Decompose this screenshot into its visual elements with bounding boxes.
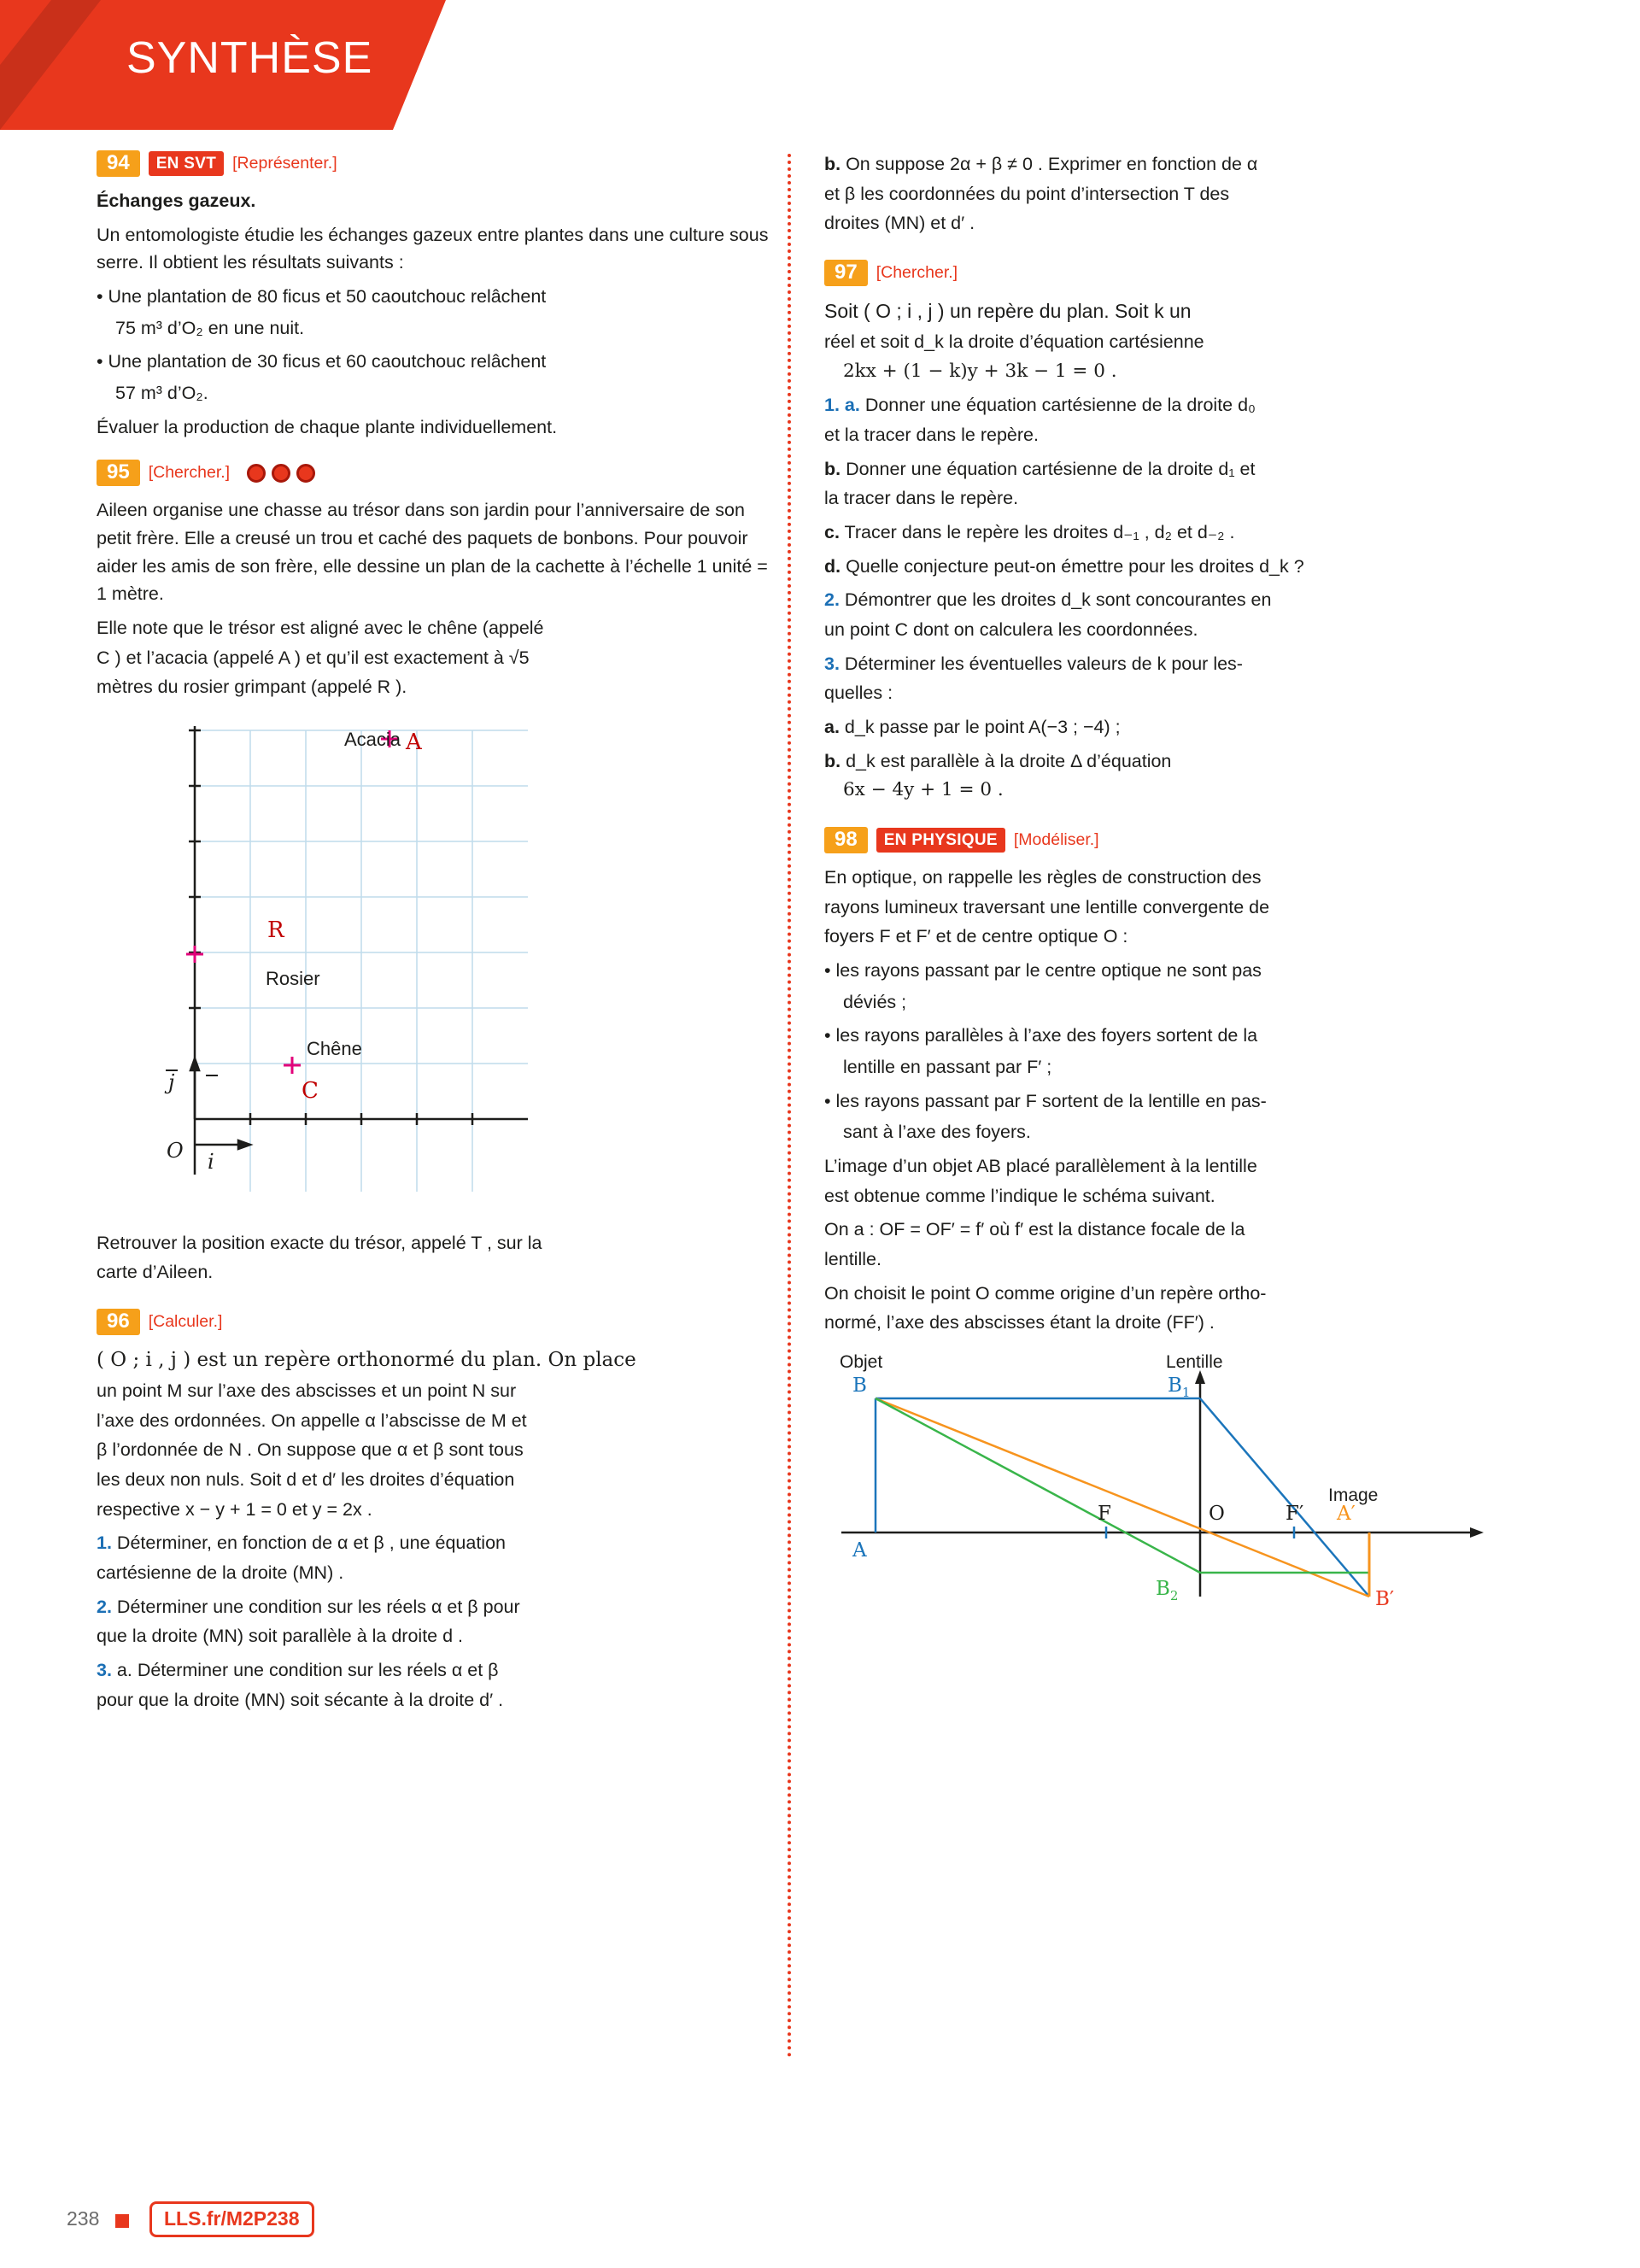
exercise-skill: [Chercher.] [148, 463, 231, 483]
exercise-94-title: Échanges gazeux. [97, 190, 256, 211]
q-letter: c. [824, 522, 840, 542]
exercise-94-bullet-2b: 57 m³ d’O₂. [115, 383, 208, 404]
q-letter: d. [824, 555, 841, 577]
exercise-95-question-b: carte d’Aileen. [97, 1262, 214, 1283]
q-number: 2. [97, 1596, 112, 1617]
q-number: 1. a. [824, 395, 860, 416]
exercise-97-header [824, 260, 1508, 286]
exercise-number: 95 [97, 460, 140, 486]
image-label: Image [1328, 1486, 1379, 1506]
point-b1-label: $B_1$ [1168, 1374, 1191, 1401]
chene-label: Chêne [307, 1038, 362, 1060]
exercise-95-question-a: Retrouver la position exacte du trésor, appelé T , sur la [97, 1232, 542, 1253]
exercise-98-text-2a: L’image d’un objet AB placé parallèlement à la lentille [824, 1156, 1257, 1177]
exercise-96-q3d: et β les coordonnées du point d’intersection T des [824, 183, 1230, 204]
resource-link[interactable]: LLS.fr/M2P238 [149, 2201, 314, 2237]
q-letter: a. [824, 717, 840, 738]
q-text: Démontrer que les droites d_k sont concourantes en [839, 589, 1272, 611]
exercise-98-text-1b: rayons lumineux traversant une lentille convergente de [824, 896, 1270, 917]
exercise-95-text-2c: mètres du rosier grimpant (appelé R ). [97, 677, 407, 698]
vector-j-label: j [168, 1070, 175, 1095]
exercise-97-q3a [824, 650, 1508, 678]
exercise-96-text-1a: ( O ; i , j ) est un repère orthonormé du plan. On place [97, 1349, 636, 1372]
difficulty-dot-icon [272, 464, 290, 483]
q-text: Donner une équation cartésienne de la droite d₁ et [840, 458, 1256, 479]
exercise-95-text-2b: C ) et l’acacia (appelé A ) et qu’il est exactement à √5 [97, 647, 530, 668]
page-number: 238 [67, 2207, 100, 2230]
exercise-94-bullet-2a: • Une plantation de 30 ficus et 60 caoutchouc relâchent [97, 351, 547, 372]
point-a-label: A [406, 730, 422, 756]
exercise-98-text-3b: lentille. [824, 1249, 882, 1270]
exercise-96-q3b: pour que la droite (MN) soit sécante à la droite d′ . [97, 1689, 504, 1710]
exercise-97-q3d [824, 747, 1508, 776]
exercise-96-q3e: droites (MN) et d′ . [824, 213, 975, 234]
exercise-94-question: Évaluer la production de chaque plante individuellement. [97, 416, 558, 437]
exercise-96-text-1b: un point M sur l’axe des abscisses et un point N sur [97, 1380, 517, 1402]
exercise-96-q1b: cartésienne de la droite (MN) . [97, 1562, 344, 1584]
q-text: Quelle conjecture peut-on émettre pour les droites d_k ? [840, 555, 1304, 577]
difficulty-dot-icon [296, 464, 315, 483]
point-o-label: O [1209, 1503, 1225, 1526]
exercise-number: 94 [97, 150, 140, 177]
exercise-98-bullet-3b: sant à l’axe des foyers. [843, 1122, 1031, 1143]
exercise-number: 97 [824, 260, 868, 286]
exercise-97-equation: 2kx + (1 − k)y + 3k − 1 = 0 . [843, 360, 1117, 382]
exercise-98-bullet-3a: • les rayons passant par F sortent de la lentille en pas- [824, 1090, 1267, 1111]
exercise-95-figure [97, 713, 771, 1217]
exercise-97-text-1b: réel et soit d_k la droite d’équation cartésienne [824, 331, 1204, 352]
exercise-96-text-1c: l’axe des ordonnées. On appelle α l’abscisse de M et [97, 1409, 527, 1431]
q-text: Déterminer les éventuelles valeurs de k pour les- [839, 653, 1243, 674]
exercise-skill: [Calculer.] [148, 1311, 223, 1331]
header-corner-accent [0, 0, 51, 65]
q-number: 3. [97, 1660, 112, 1681]
exercise-97-q1e [824, 519, 1508, 547]
point-b-label: B [852, 1374, 867, 1398]
exercise-skill: [Modéliser.] [1013, 829, 1099, 849]
exercise-94-bullet-1a: • Une plantation de 80 ficus et 50 caoutchouc relâchent [97, 286, 547, 308]
exercise-98-text-3a: On a : OF = OF′ = f′ où f′ est la distance focale de la [824, 1219, 1245, 1240]
q-text: Tracer dans le repère les droites d₋₁ , d₂ et d₋₂ . [839, 522, 1235, 542]
exercise-94-intro: Un entomologiste étudie les échanges gazeux entre plantes dans une culture sous serre. Il obtient les résultats suivants : [97, 224, 769, 273]
point-fprime-label: F′ [1286, 1503, 1304, 1526]
q-text: d_k passe par le point A(−3 ; −4) ; [839, 717, 1121, 738]
exercise-98-text-4a: On choisit le point O comme origine d’un repère ortho- [824, 1282, 1267, 1304]
exercise-98-bullet-1a: • les rayons passant par le centre optique ne sont pas [824, 960, 1262, 982]
exercise-97-q1c [824, 455, 1508, 483]
rosier-label: Rosier [266, 968, 320, 990]
exercise-97-text-1a: Soit ( O ; i , j ) un repère du plan. Soit k un [824, 300, 1192, 323]
point-c-label: C [302, 1078, 319, 1105]
exercise-98-text-1c: foyers F et F′ et de centre optique O : [824, 926, 1128, 947]
exercise-96-q3b-cont [824, 150, 1508, 179]
exercise-95-text-2a: Elle note que le trésor est aligné avec le chêne (appelé [97, 618, 544, 639]
exercise-tag: EN SVT [149, 151, 224, 176]
difficulty-dots [247, 464, 315, 483]
exercise-96-header [97, 1309, 771, 1335]
q-letter: b. [824, 154, 841, 174]
exercise-97-q1a [824, 391, 1508, 419]
column-divider [788, 154, 791, 2059]
exercise-97-q3b: quelles : [824, 683, 893, 704]
exercise-94-header [97, 150, 771, 177]
objet-label: Objet [840, 1352, 883, 1373]
exercise-97-q1b: et la tracer dans le repère. [824, 424, 1039, 445]
q-text: a. Déterminer une condition sur les réels α et β [111, 1660, 499, 1681]
q-text: On suppose 2α + β ≠ 0 . Exprimer en fonction de α [840, 154, 1258, 174]
q-letter: b. [824, 750, 841, 771]
vector-i-label: i [208, 1150, 214, 1175]
point-r-label: R [267, 917, 284, 944]
exercise-97-q3c [824, 713, 1508, 741]
exercise-97-q2a [824, 586, 1508, 614]
exercise-96-q1 [97, 1529, 771, 1557]
exercise-98-bullet-1b: déviés ; [843, 991, 907, 1012]
page-title: SYNTHÈSE [126, 33, 373, 83]
point-aprime-label: A′ [1337, 1503, 1356, 1526]
q-number: 2. [824, 589, 840, 611]
exercise-94-bullet-1b: 75 m³ d’O₂ en une nuit. [115, 317, 305, 338]
right-column [824, 150, 1508, 1651]
q-text: Déterminer une condition sur les réels α et β pour [111, 1596, 520, 1617]
exercise-96-q2 [97, 1593, 771, 1621]
page-footer [0, 2186, 1640, 2268]
exercise-skill: [Représenter.] [232, 153, 337, 173]
exercise-96-q3 [97, 1656, 771, 1685]
exercise-98-text-1a: En optique, on rappelle les règles de construction des [824, 867, 1262, 888]
point-b2-label: $B_2$ [1156, 1578, 1179, 1604]
q-letter: b. [824, 458, 841, 479]
point-bprime-label: B′ [1375, 1588, 1395, 1611]
exercise-97-q3e: 6x − 4y + 1 = 0 . [843, 779, 1004, 801]
exercise-skill: [Chercher.] [876, 262, 958, 282]
exercise-95-header [97, 460, 771, 486]
exercise-98-text-2b: est obtenue comme l’indique le schéma suivant. [824, 1185, 1215, 1206]
exercise-number: 96 [97, 1309, 140, 1335]
exercise-98-figure [824, 1349, 1508, 1639]
q-number: 3. [824, 653, 840, 674]
exercise-96-text-1e: les deux non nuls. Soit d et d′ les droites d’équation [97, 1469, 515, 1491]
exercise-98-bullet-2b: lentille en passant par F′ ; [843, 1057, 1052, 1078]
exercise-96-text-1d: β l’ordonnée de N . On suppose que α et β sont tous [97, 1439, 524, 1461]
exercise-tag: EN PHYSIQUE [876, 828, 1005, 853]
exercise-95-text-1: Aileen organise une chasse au trésor dans son jardin pour l’anniversaire de son petit frère. Elle a creusé un trou et caché des paquets de bonbons. Pour pouvoir aider les amis de son frère, elle dessine un plan de la cachette à l’échelle 1 unité = 1 mètre. [97, 500, 768, 605]
exercise-98-text-4b: normé, l’axe des abscisses étant la droite (FF′) . [824, 1312, 1215, 1333]
difficulty-dot-icon [247, 464, 266, 483]
q-text: Donner une équation cartésienne de la droite d₀ [859, 395, 1256, 416]
exercise-97-q1d: la tracer dans le repère. [824, 488, 1019, 509]
q-text: Déterminer, en fonction de α et β , une équation [111, 1533, 506, 1554]
exercise-97-q1f [824, 553, 1508, 581]
footer-square-icon [115, 2214, 129, 2228]
origin-label: O [167, 1139, 184, 1163]
left-column [97, 150, 771, 1720]
q-number: 1. [97, 1533, 112, 1554]
lentille-label: Lentille [1166, 1352, 1223, 1373]
acacia-label: Acacia [344, 729, 401, 751]
exercise-number: 98 [824, 827, 868, 853]
exercise-96-text-1f: respective x − y + 1 = 0 et y = 2x . [97, 1498, 372, 1520]
q-text: d_k est parallèle à la droite Δ d’équation [840, 750, 1172, 771]
point-a-label: A [852, 1539, 867, 1562]
exercise-98-bullet-2a: • les rayons parallèles à l’axe des foyers sortent de la [824, 1025, 1258, 1046]
point-f-label: F [1098, 1503, 1111, 1526]
exercise-96-q2b: que la droite (MN) soit parallèle à la droite d . [97, 1626, 464, 1647]
exercise-97-q2b: un point C dont on calculera les coordonnées. [824, 619, 1198, 641]
exercise-98-header [824, 827, 1508, 853]
